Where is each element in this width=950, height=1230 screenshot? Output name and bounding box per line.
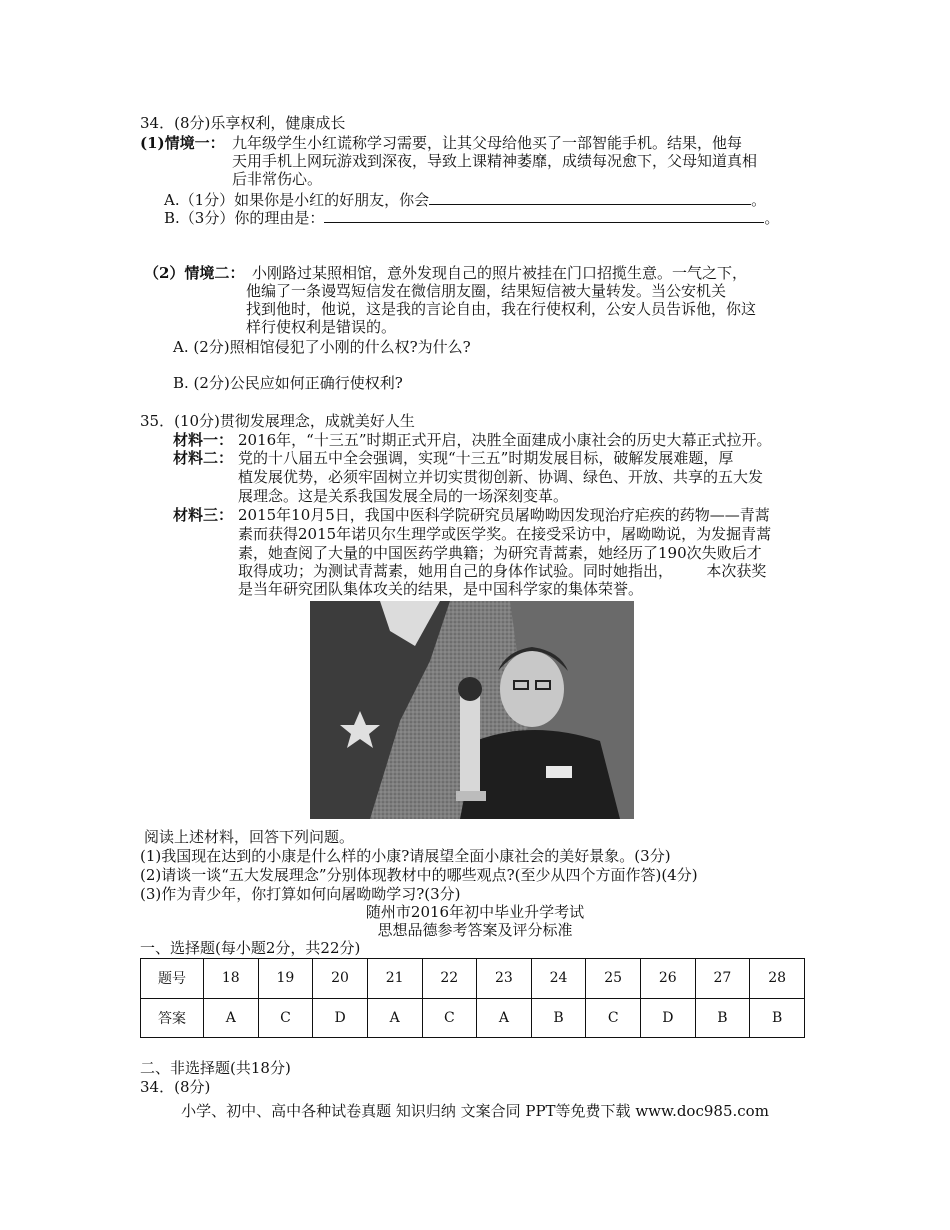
q34-b-prompt: B.（3分）你的理由是：: [164, 209, 325, 227]
answer-table: [140, 958, 805, 1038]
answer-cell: B: [750, 998, 805, 1038]
answer-cell: D: [641, 998, 696, 1038]
q34-title: 34．(8分)乐享权利，健康成长: [140, 114, 346, 132]
answer-cell: D: [313, 998, 368, 1038]
answer-blank-b[interactable]: [324, 208, 764, 223]
q35-material2-line-1: 党的十八届五中全会强调，实现“十三五”时期发展目标，破解发展难题，厚: [238, 449, 734, 467]
q34-scene1-line-1: 九年级学生小红谎称学习需要，让其父母给他买了一部智能手机。结果，他每: [232, 134, 743, 152]
q34-scene2-line-3: 找到他时，他说，这是我的言论自由，我在行使权利，公安人员告诉他，你这: [246, 300, 757, 318]
q35-material2-line-2: 植发展优势，必须牢固树立并切实贯彻创新、协调、绿色、开放、共享的五大发: [238, 468, 764, 486]
end-mark: 。: [751, 191, 767, 209]
q34-scene1-label: (1)情境一：: [140, 134, 225, 152]
answer-blank-a[interactable]: [429, 190, 751, 205]
q35-material3-line-5: 是当年研究团队集体攻关的结果，是中国科学家的集体荣誉。: [238, 580, 644, 598]
q34-scene1-line-3: 后非常伤心。: [232, 170, 323, 188]
q34-scene2-line-1: 小刚路过某照相馆，意外发现自己的照片被挂在门口招揽生意。一气之下，: [252, 264, 748, 282]
q34-scene1-question-a: [164, 190, 766, 209]
q35-material3-line-2: 素而获得2015年诺贝尔生理学或医学奖。在接受采访中，屠呦呦说，为发掘青蒿: [238, 525, 772, 543]
q35-material2-line-3: 展理念。这是关系我国发展全局的一场深刻变革。: [238, 487, 569, 505]
q35-material3-label: 材料三：: [173, 506, 234, 524]
q34-scene2-label: （2）情境二：: [144, 264, 245, 282]
answer-cell: C: [586, 998, 641, 1038]
answer-cell: C: [258, 998, 313, 1038]
q34-scene2-question-a: A. (2分)照相馆侵犯了小刚的什么权?为什么?: [173, 338, 471, 356]
q34-answer-mark: 34．(8分): [140, 1078, 211, 1096]
question-number: 18: [204, 959, 259, 999]
q35-material3-line-3: 素，她查阅了大量的中国医药学典籍；为研究青蒿素，她经历了190次失败后才: [238, 544, 762, 562]
q34-a-prompt: A.（1分）如果你是小红的好朋友，你会: [164, 191, 430, 209]
q35-read-prompt: 阅读上述材料，回答下列问题。: [144, 828, 355, 846]
q35-question-1: (1)我国现在达到的小康是什么样的小康?请展望全面小康社会的美好景象。(3分): [140, 847, 671, 865]
answer-cell: A: [367, 998, 422, 1038]
q35-material1-label: 材料一：: [173, 431, 234, 449]
question-number: 21: [367, 959, 422, 999]
answer-cell: C: [422, 998, 477, 1038]
q35-material3-line-1: 2015年10月5日，我国中医科学院研究员屠呦呦因发现治疗疟疾的药物——青蒿: [238, 506, 770, 524]
footer-link-text[interactable]: 小学、初中、高中各种试卷真题 知识归纳 文案合同 PPT等免费下载 www.doc985.com: [181, 1102, 769, 1120]
q34-scene1-line-2: 天用手机上网玩游戏到深夜，导致上课精神萎靡，成绩每况愈下，父母知道真相: [232, 152, 758, 170]
question-number: 23: [477, 959, 532, 999]
answer-cell: A: [477, 998, 532, 1038]
q35-title: 35．(10分)贯彻发展理念，成就美好人生: [140, 412, 415, 430]
section1-title: 一、选择题(每小题2分，共22分): [140, 939, 361, 957]
answer-cell: A: [204, 998, 259, 1038]
question-number: 24: [531, 959, 586, 999]
q34-scene1-question-b: [164, 208, 779, 227]
q34-scene2-line-2: 他编了一条谩骂短信发在微信朋友圈，结果短信被大量转发。当公安机关: [246, 282, 727, 300]
question-number: 19: [258, 959, 313, 999]
q35-question-3: (3)作为青少年，你打算如何向屠呦呦学习?(3分): [140, 885, 461, 903]
question-number: 22: [422, 959, 477, 999]
photo-illustration: [310, 601, 634, 819]
laureate-photo: [310, 601, 634, 819]
row-label-answer: 答案: [141, 998, 204, 1038]
question-number: 28: [750, 959, 805, 999]
answer-cell: B: [695, 998, 750, 1038]
q34-scene2-line-4: 样行使权利是错误的。: [246, 318, 397, 336]
q35-question-2: (2)请谈一谈“五大发展理念”分别体现教材中的哪些观点?(至少从四个方面作答)(4分): [140, 866, 698, 884]
table-row-numbers: [141, 959, 805, 999]
q35-material3-line-4: 取得成功；为测试青蒿素，她用自己的身体作试验。同时她指出， 本次获奖: [238, 562, 767, 580]
question-number: 25: [586, 959, 641, 999]
question-number: 20: [313, 959, 368, 999]
answer-key-heading-2: 思想品德参考答案及评分标准: [377, 921, 573, 939]
answer-cell: B: [531, 998, 586, 1038]
end-mark: 。: [764, 209, 780, 227]
q34-scene2-question-b: B. (2分)公民应如何正确行使权利?: [173, 374, 403, 392]
q35-material2-label: 材料二：: [173, 449, 234, 467]
table-row-answers: [141, 998, 805, 1038]
question-number: 27: [695, 959, 750, 999]
question-number: 26: [641, 959, 696, 999]
answer-key-heading-1: 随州市2016年初中毕业升学考试: [365, 903, 585, 921]
q35-material1-text: 2016年，“十三五”时期正式开启，决胜全面建成小康社会的历史大幕正式拉开。: [238, 431, 772, 449]
row-label-number: 题号: [141, 959, 204, 999]
section2-title: 二、非选择题(共18分): [140, 1059, 291, 1077]
